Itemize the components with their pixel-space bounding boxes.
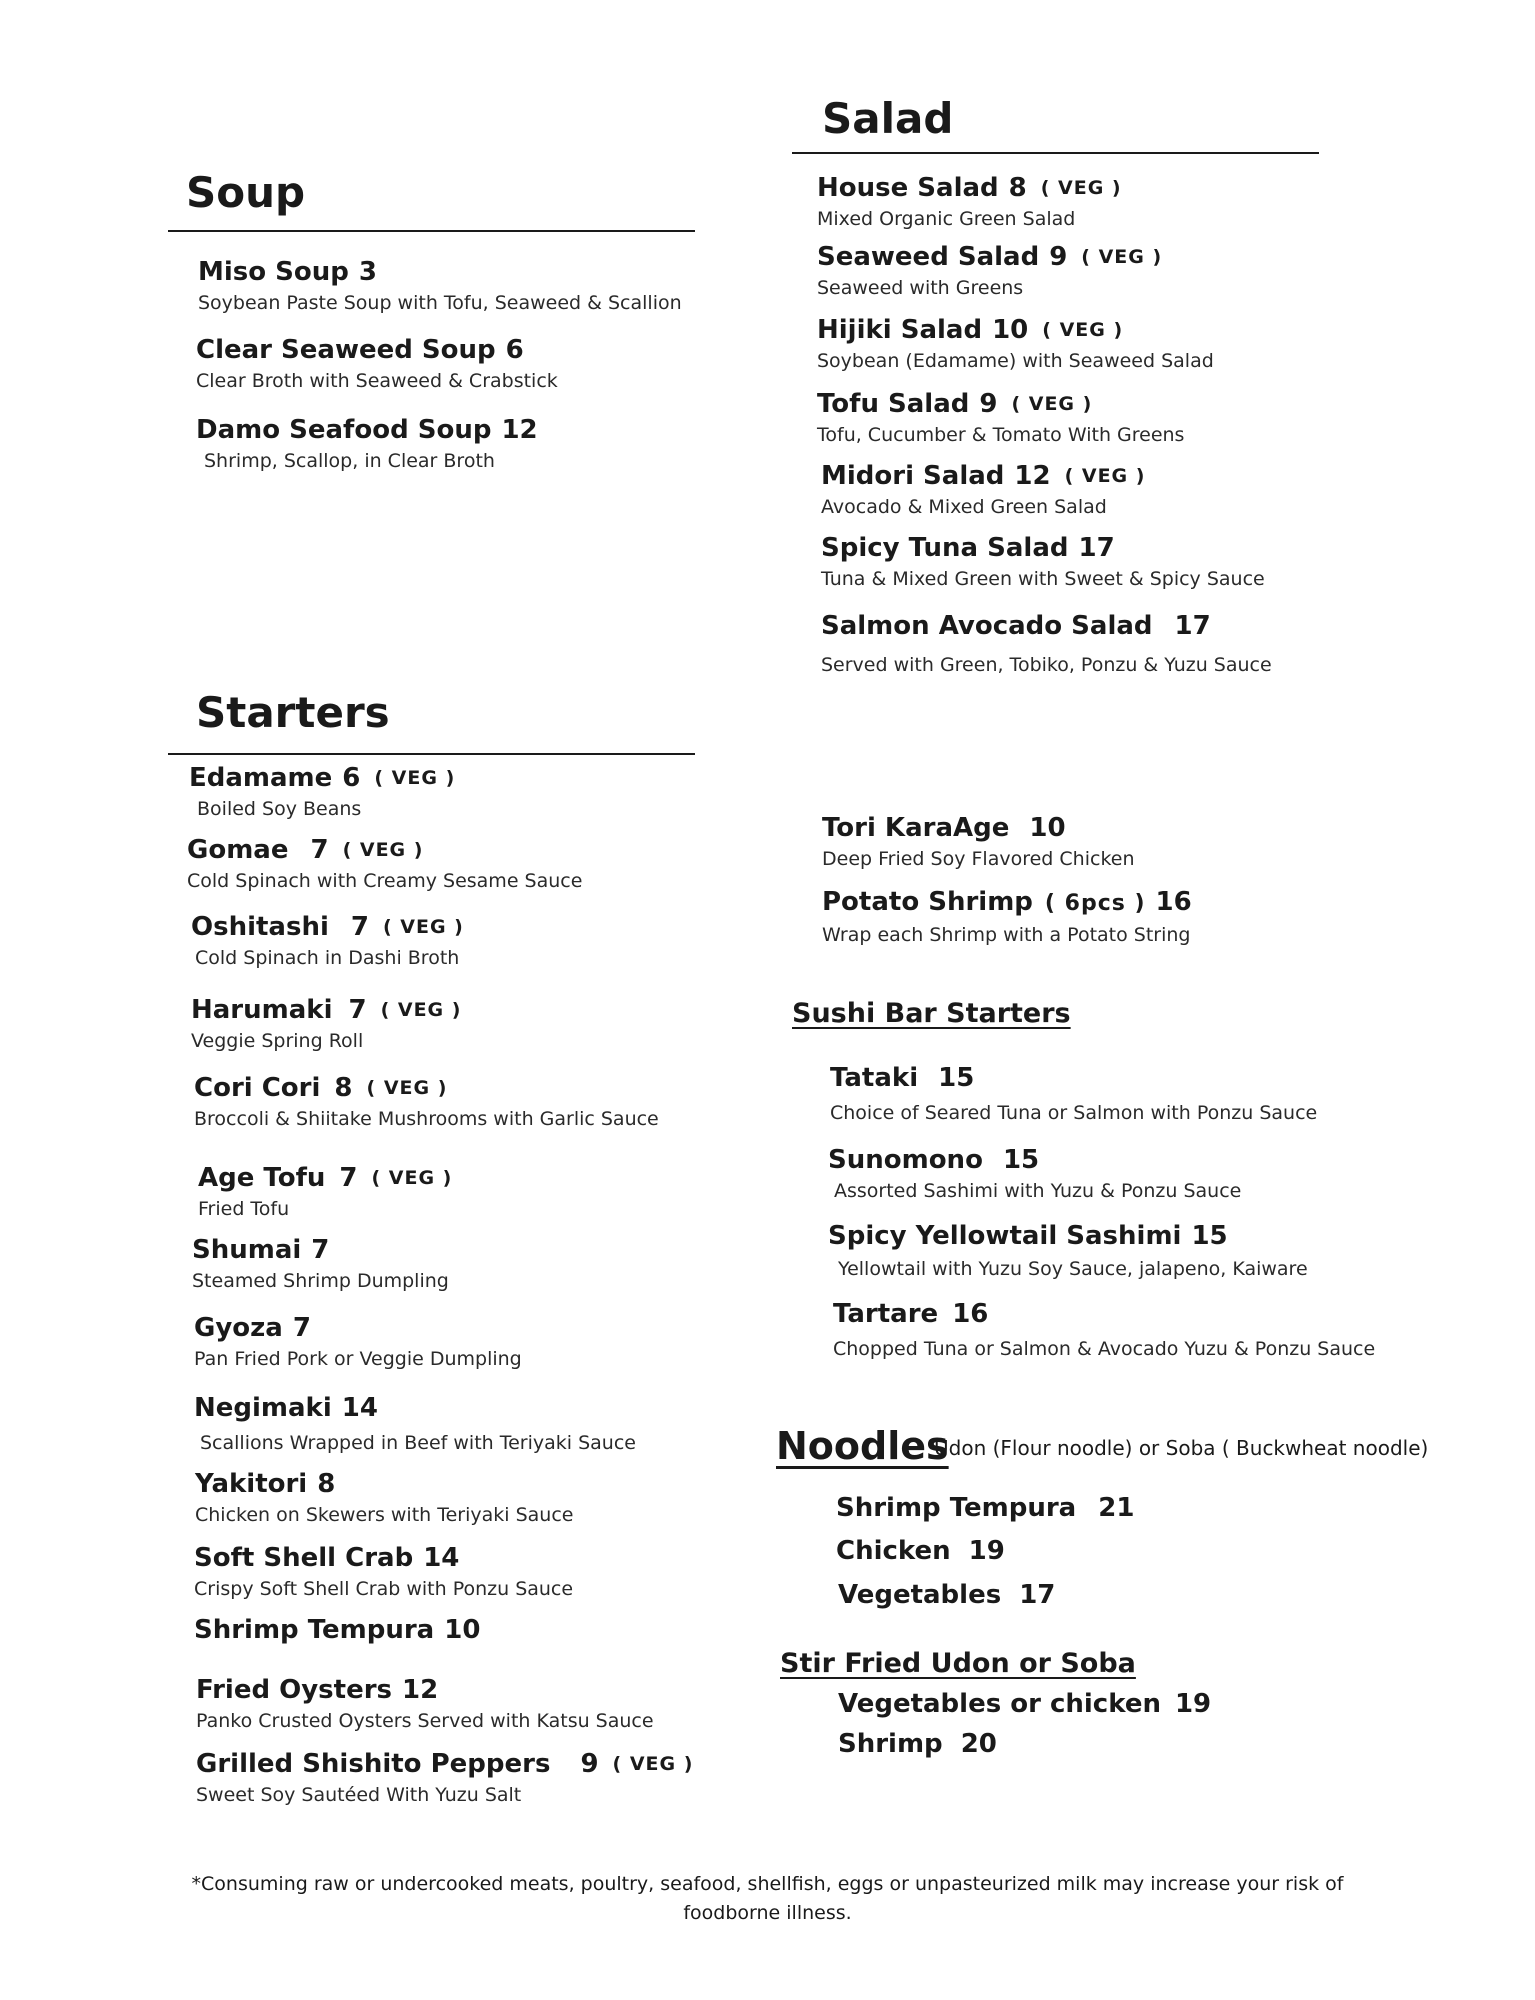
item-description: Boiled Soy Beans <box>197 798 362 820</box>
sushi-item-sunomono <box>828 1144 1241 1204</box>
stir-fried-title: Stir Fried Udon or Soba <box>780 1648 1136 1679</box>
item-price: 17 <box>1174 611 1211 641</box>
starter-item-edamame <box>189 762 455 822</box>
item-name: Gyoza <box>194 1313 283 1343</box>
item-price: 14 <box>423 1543 460 1573</box>
item-description: Yellowtail with Yuzu Soy Sauce, jalapeno, Kaiware <box>838 1258 1308 1280</box>
item-price: 12 <box>1014 461 1051 491</box>
veg-badge: ( VEG ) <box>1064 465 1146 487</box>
item-name-row <box>817 172 1122 204</box>
item-price: 7 <box>348 995 367 1025</box>
starter-item-shumai <box>192 1234 449 1294</box>
item-name: Negimaki <box>194 1393 332 1423</box>
stir-fried-item-vegetables-chicken <box>838 1688 1211 1720</box>
salad-item-hijiki <box>817 314 1214 374</box>
item-name-row <box>194 1614 480 1646</box>
starter-item-potato-shrimp <box>822 886 1192 948</box>
noodle-item-chicken <box>836 1535 1005 1567</box>
item-name-row <box>196 414 538 446</box>
item-name-row <box>194 1312 522 1344</box>
sushi-item-tartare <box>833 1298 1375 1362</box>
item-description: Cold Spinach with Creamy Sesame Sauce <box>187 870 583 892</box>
item-name: Age Tofu <box>198 1163 326 1193</box>
item-name-row <box>838 1728 997 1760</box>
item-name-row <box>187 834 582 866</box>
veg-badge: ( VEG ) <box>1042 319 1124 341</box>
noodles-note: Udon (Flour noodle) or Soba ( Buckwheat noodle) <box>934 1436 1429 1460</box>
salad-divider <box>792 152 1319 154</box>
item-price: 8 <box>1008 173 1027 203</box>
item-description: Pan Fried Pork or Veggie Dumpling <box>194 1348 522 1370</box>
starter-item-harumaki <box>191 994 461 1054</box>
item-name: Edamame <box>189 763 333 793</box>
item-name-row <box>194 1542 573 1574</box>
starter-item-tori-karaage <box>822 812 1135 872</box>
item-name-row <box>192 1234 449 1266</box>
item-description: Choice of Seared Tuna or Salmon with Ponzu Sauce <box>830 1102 1318 1124</box>
item-description: Wrap each Shrimp with a Potato String <box>822 924 1191 946</box>
item-name: Oshitashi <box>191 912 329 942</box>
item-name: Seaweed Salad <box>817 242 1040 272</box>
item-name: Shrimp Tempura <box>194 1615 435 1645</box>
item-name-row <box>189 762 455 794</box>
salad-item-seaweed <box>817 241 1162 301</box>
item-name: Grilled Shishito Peppers <box>196 1749 551 1779</box>
soup-item-damo-seafood <box>196 414 538 474</box>
item-description: Chicken on Skewers with Teriyaki Sauce <box>195 1504 574 1526</box>
starter-item-fried-oysters <box>196 1674 654 1734</box>
soup-item-miso <box>198 256 682 316</box>
item-name: Salmon Avocado Salad <box>821 611 1153 641</box>
item-name-row <box>817 314 1214 346</box>
item-description: Scallions Wrapped in Beef with Teriyaki Sauce <box>200 1432 636 1454</box>
noodle-item-vegetables <box>838 1579 1055 1611</box>
veg-badge: ( VEG ) <box>1081 246 1163 268</box>
item-description: Shrimp, Scallop, in Clear Broth <box>204 450 495 472</box>
item-name: Yakitori <box>195 1469 308 1499</box>
item-description: Soybean Paste Soup with Tofu, Seaweed & Scallion <box>198 292 682 314</box>
item-price: 15 <box>1191 1221 1228 1251</box>
item-name-row <box>194 1072 659 1104</box>
item-price: 9 <box>580 1749 599 1779</box>
veg-badge: ( VEG ) <box>1011 393 1093 415</box>
item-name: Potato Shrimp <box>822 887 1033 917</box>
item-name-row <box>194 1392 636 1424</box>
item-name: Shrimp Tempura <box>836 1493 1077 1523</box>
item-name: Tofu Salad <box>817 389 970 419</box>
item-name: Tori KaraAge <box>822 813 1010 843</box>
veg-badge: ( VEG ) <box>342 839 424 861</box>
item-name: Sunomono <box>828 1145 983 1175</box>
starter-item-oshitashi <box>191 911 464 971</box>
starter-item-gyoza <box>194 1312 522 1372</box>
item-description: Tofu, Cucumber & Tomato With Greens <box>817 424 1185 446</box>
item-price: 3 <box>358 257 377 287</box>
item-name-row <box>836 1492 1134 1524</box>
item-name: Soft Shell Crab <box>194 1543 414 1573</box>
item-description: Assorted Sashimi with Yuzu & Ponzu Sauce <box>834 1180 1242 1202</box>
item-name: Shrimp <box>838 1729 943 1759</box>
noodles-title-text: Noodles <box>776 1424 949 1468</box>
item-name-row <box>830 1062 1317 1094</box>
item-price: 10 <box>444 1615 481 1645</box>
sushi-item-tataki <box>830 1062 1317 1126</box>
noodle-item-shrimp-tempura <box>836 1492 1134 1524</box>
item-name: Chicken <box>836 1536 951 1566</box>
sushi-item-spicy-yellowtail <box>828 1220 1308 1282</box>
salad-item-midori <box>821 460 1145 520</box>
item-price: 9 <box>1049 242 1068 272</box>
item-price: 19 <box>968 1536 1005 1566</box>
item-price: 21 <box>1098 1493 1135 1523</box>
item-price: 9 <box>979 389 998 419</box>
item-name-row <box>828 1144 1241 1176</box>
item-name-row <box>817 241 1162 273</box>
item-price: 6 <box>505 335 524 365</box>
starter-item-cori-cori <box>194 1072 659 1132</box>
item-description: Deep Fried Soy Flavored Chicken <box>822 848 1135 870</box>
item-description: Clear Broth with Seaweed & Crabstick <box>196 370 558 392</box>
item-price: 15 <box>1002 1145 1040 1175</box>
item-description: Served with Green, Tobiko, Ponzu & Yuzu Sauce <box>821 654 1272 676</box>
salad-item-tofu <box>817 388 1184 448</box>
item-description: Panko Crusted Oysters Served with Katsu Sauce <box>196 1710 654 1732</box>
soup-item-clear-seaweed <box>196 334 558 394</box>
item-description: Soybean (Edamame) with Seaweed Salad <box>817 350 1214 372</box>
item-name-row <box>821 610 1272 642</box>
item-name: Hijiki Salad <box>817 315 983 345</box>
item-name: Tataki <box>830 1063 919 1093</box>
item-price: 8 <box>317 1469 336 1499</box>
starter-item-yakitori <box>195 1468 574 1528</box>
item-price: 16 <box>952 1299 989 1329</box>
item-name: Harumaki <box>191 995 333 1025</box>
sushi-bar-starters-title: Sushi Bar Starters <box>792 998 1071 1029</box>
item-name-row <box>817 388 1184 420</box>
item-price: 7 <box>310 835 329 865</box>
item-description: Seaweed with Greens <box>817 277 1024 299</box>
item-name: Damo Seafood Soup <box>196 415 492 445</box>
item-name-row <box>822 812 1135 844</box>
veg-badge: ( VEG ) <box>382 916 464 938</box>
salad-item-house <box>817 172 1122 232</box>
item-name-row <box>191 911 464 943</box>
item-description: Mixed Organic Green Salad <box>817 208 1076 230</box>
item-name: Spicy Tuna Salad <box>821 533 1069 563</box>
item-name-row <box>196 1674 654 1706</box>
soup-title: Soup <box>186 168 306 217</box>
starters-title: Starters <box>196 688 390 737</box>
item-name-row <box>821 460 1145 492</box>
item-name: Fried Oysters <box>196 1675 393 1705</box>
veg-badge: ( VEG ) <box>380 999 462 1021</box>
item-description: Fried Tofu <box>198 1198 290 1220</box>
item-price: 17 <box>1078 533 1115 563</box>
item-name-row <box>822 886 1192 920</box>
item-price: 14 <box>341 1393 378 1423</box>
item-name: Gomae <box>187 835 289 865</box>
item-price: 20 <box>960 1729 997 1759</box>
item-name-row <box>836 1535 1005 1567</box>
item-price: 7 <box>339 1163 358 1193</box>
item-description: Chopped Tuna or Salmon & Avocado Yuzu & Ponzu Sauce <box>833 1338 1376 1360</box>
item-name-row <box>198 1162 452 1194</box>
starter-item-age-tofu <box>198 1162 452 1222</box>
item-price: 12 <box>402 1675 439 1705</box>
starters-divider <box>168 753 695 755</box>
item-name-row <box>838 1688 1211 1720</box>
veg-badge: ( VEG ) <box>371 1167 453 1189</box>
starter-item-gomae <box>187 834 582 894</box>
item-name-row <box>196 334 558 366</box>
item-name-row <box>196 1748 693 1780</box>
starter-item-negimaki <box>194 1392 636 1456</box>
veg-badge: ( VEG ) <box>374 767 456 789</box>
item-name-row <box>833 1298 1375 1330</box>
item-name: Midori Salad <box>821 461 1005 491</box>
item-description: Cold Spinach in Dashi Broth <box>195 947 460 969</box>
item-description: Veggie Spring Roll <box>191 1030 364 1052</box>
food-safety-disclaimer: *Consuming raw or undercooked meats, poultry, seafood, shellfish, eggs or unpasteurized milk may increase your risk of foodborne illness. <box>191 1873 1344 1924</box>
salad-title: Salad <box>822 94 954 143</box>
item-price: 7 <box>292 1313 311 1343</box>
item-name: Clear Seaweed Soup <box>196 335 496 365</box>
stir-fried-item-shrimp <box>838 1728 997 1760</box>
item-name-row <box>821 532 1265 564</box>
item-price: 7 <box>311 1235 330 1265</box>
veg-badge: ( VEG ) <box>1040 177 1122 199</box>
pieces-badge: ( 6pcs ) <box>1044 891 1146 916</box>
item-name-row <box>191 994 461 1026</box>
item-price: 15 <box>938 1063 975 1093</box>
item-description: Tuna & Mixed Green with Sweet & Spicy Sauce <box>821 568 1265 590</box>
starter-item-grilled-shishito <box>196 1748 693 1808</box>
item-name: Cori Cori <box>194 1073 321 1103</box>
item-price: 10 <box>1029 813 1066 843</box>
soup-divider <box>168 230 695 232</box>
veg-badge: ( VEG ) <box>366 1077 448 1099</box>
item-name-row <box>195 1468 574 1500</box>
starter-item-shrimp-tempura <box>194 1614 480 1646</box>
item-price: 16 <box>1155 887 1192 917</box>
item-name: Shumai <box>192 1235 302 1265</box>
item-name: Spicy Yellowtail Sashimi <box>828 1221 1182 1251</box>
starter-item-soft-shell-crab <box>194 1542 573 1602</box>
item-name: Tartare <box>833 1299 939 1329</box>
item-description: Steamed Shrimp Dumpling <box>192 1270 449 1292</box>
item-name: Vegetables or chicken <box>838 1689 1161 1719</box>
item-price: 6 <box>342 763 361 793</box>
item-name-row <box>198 256 682 288</box>
item-description: Sweet Soy Sautéed With Yuzu Salt <box>196 1784 522 1806</box>
item-price: 7 <box>350 912 369 942</box>
veg-badge: ( VEG ) <box>612 1753 694 1775</box>
item-price: 19 <box>1174 1689 1212 1719</box>
item-name-row <box>838 1579 1055 1611</box>
item-description: Avocado & Mixed Green Salad <box>821 496 1107 518</box>
item-price: 10 <box>992 315 1029 345</box>
item-name: Miso Soup <box>198 257 349 287</box>
salad-item-salmon-avocado <box>821 610 1272 678</box>
item-name: Vegetables <box>838 1580 1002 1610</box>
item-name-row <box>828 1220 1308 1252</box>
item-name: House Salad <box>817 173 999 203</box>
item-price: 12 <box>501 415 538 445</box>
item-description: Broccoli & Shiitake Mushrooms with Garlic Sauce <box>194 1108 659 1130</box>
item-price: 17 <box>1019 1580 1056 1610</box>
item-description: Crispy Soft Shell Crab with Ponzu Sauce <box>194 1578 574 1600</box>
item-price: 8 <box>334 1073 353 1103</box>
salad-item-spicy-tuna <box>821 532 1265 592</box>
noodles-title <box>776 1424 949 1468</box>
